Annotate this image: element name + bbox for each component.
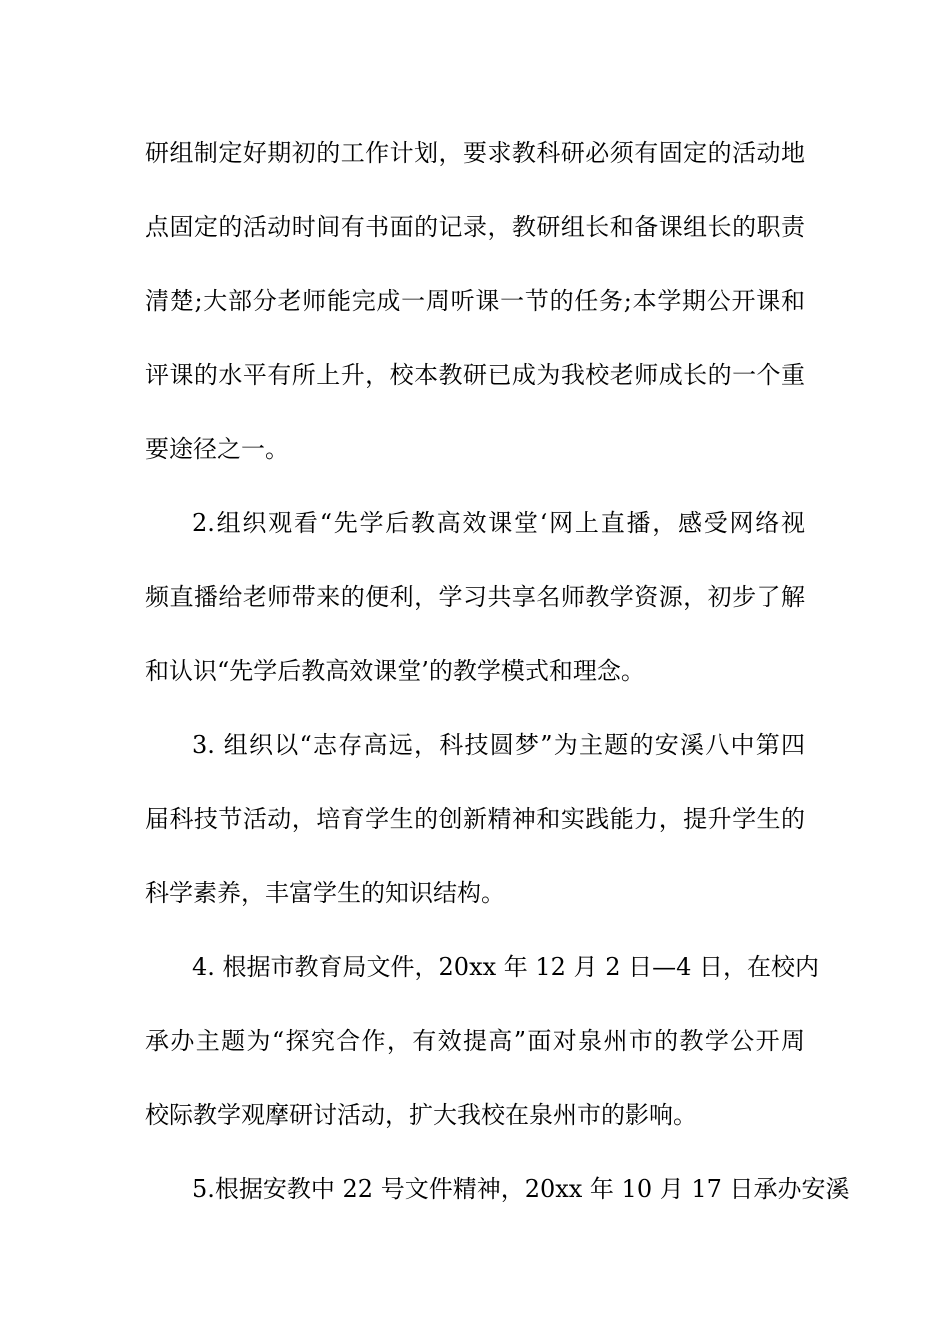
text-line: 和认识“先学后教高效课堂’的教学模式和理念。 — [145, 657, 645, 685]
text-line: 点固定的活动时间有书面的记录，教研组长和备课组长的职责 — [145, 213, 805, 241]
text-line: 频直播给老师带来的便利，学习共享名师教学资源，初步了解 — [145, 583, 805, 611]
text-line: 要途径之一。 — [145, 435, 289, 463]
text-line: 2.组织观看“先学后教高效课堂‘网上直播，感受网络视 — [192, 509, 805, 537]
text-line: 科学素养，丰富学生的知识结构。 — [145, 879, 505, 907]
text-line: 研组制定好期初的工作计划，要求教科研必须有固定的活动地 — [145, 139, 805, 167]
text-line: 承办主题为“探究合作，有效提高”面对泉州市的教学公开周 — [145, 1027, 805, 1055]
text-line: 5.根据安教中 22 号文件精神，20xx 年 10 月 17 日承办安溪 — [192, 1175, 850, 1203]
text-line: 评课的水平有所上升，校本教研已成为我校老师成长的一个重 — [145, 361, 805, 389]
text-line: 4. 根据市教育局文件，20xx 年 12 月 2 日—4 日，在校内 — [192, 953, 819, 981]
text-line: 3. 组织以“志存高远，科技圆梦”为主题的安溪八中第四 — [192, 731, 805, 759]
text-line: 校际教学观摩研讨活动，扩大我校在泉州市的影响。 — [145, 1101, 697, 1129]
text-line: 届科技节活动，培育学生的创新精神和实践能力，提升学生的 — [145, 805, 805, 833]
text-line: 清楚;大部分老师能完成一周听课一节的任务;本学期公开课和 — [145, 287, 805, 315]
